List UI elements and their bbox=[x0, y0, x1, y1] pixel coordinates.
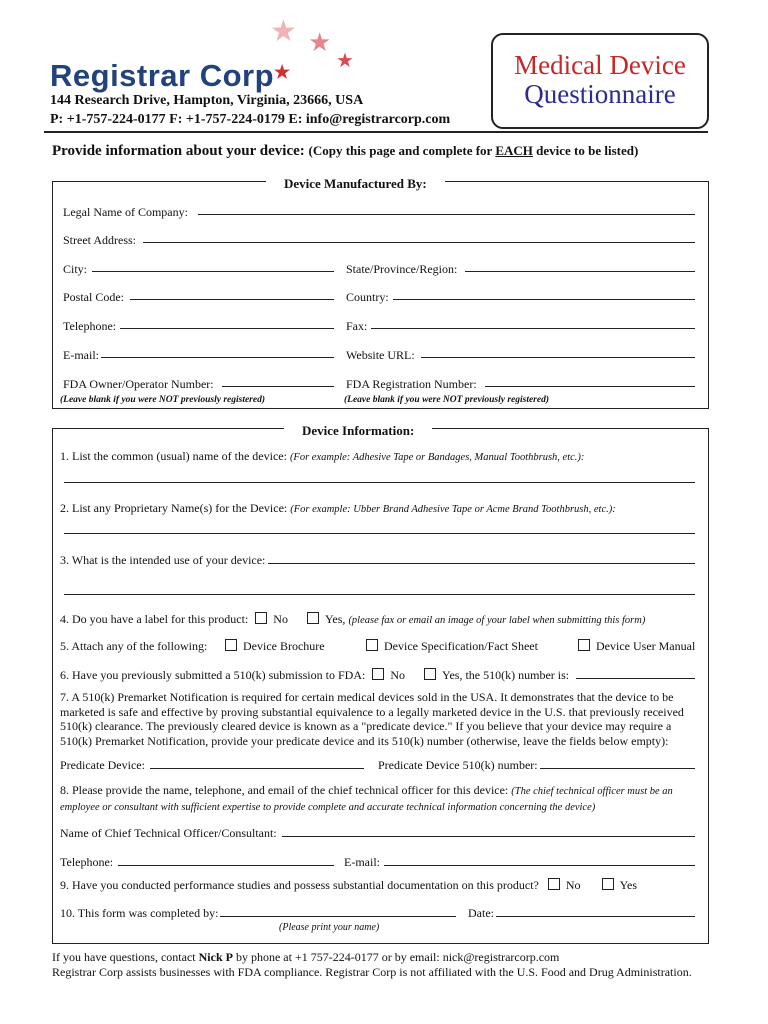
q7-text: 7. A 510(k) Premarket Notification is required for certain medical devices sold in the USA. It demonstrates that the device to be marketed is safe and effective by proving substantial equivalence to a legally marketed device in the U.S. that previously received 510(k) clearance. The previously cleared device is known as a "predicate device." If you believe that your device may require a 510(k) Premarket Notification, provide your predicate device and its 510(k) number (otherwise, leave the fields below empty): bbox=[60, 690, 684, 748]
legal-name-field[interactable] bbox=[198, 214, 695, 215]
q3-label: 3. What is the intended use of your device: bbox=[60, 553, 266, 567]
company-contact: P: +1-757-224-0177 F: +1-757-224-0179 E: info@registrarcorp.com bbox=[50, 112, 451, 127]
telephone-label: Telephone: bbox=[63, 319, 117, 333]
logo-star-icon: ★ bbox=[274, 62, 291, 82]
state-label: State/Province/Region: bbox=[346, 262, 458, 276]
country-label: Country: bbox=[346, 290, 389, 304]
q6-510k-field[interactable] bbox=[576, 678, 695, 679]
q1-text: 1. List the common (usual) name of the device: (For example: Adhesive Tape or Bandages, Manual Toothbrush, etc.): bbox=[60, 449, 585, 463]
q1-field[interactable] bbox=[64, 482, 695, 483]
q4-label: 4. Do you have a label for this product: bbox=[60, 612, 249, 626]
brochure-option[interactable]: Device Brochure bbox=[225, 639, 325, 654]
legal-name-label: Legal Name of Company: bbox=[63, 205, 188, 219]
owner-operator-field[interactable] bbox=[222, 386, 334, 387]
company-name: Registrar Corp bbox=[50, 58, 275, 93]
q9-yes-checkbox[interactable] bbox=[602, 878, 614, 890]
q8-note: (The chief technical officer must be an employee or consultant with sufficient expertise to provide complete and accurate technical information concerning the device) bbox=[60, 786, 673, 813]
cto-name-label: Name of Chief Technical Officer/Consultant: bbox=[60, 826, 277, 840]
intro-instruction: (Copy this page and complete for EACH device to be listed) bbox=[308, 143, 639, 158]
header-divider bbox=[44, 131, 708, 133]
cto-telephone-field[interactable] bbox=[118, 865, 334, 866]
company-address: 144 Research Drive, Hampton, Virginia, 23666, USA bbox=[50, 93, 364, 108]
q9-label: 9. Have you conducted performance studies and possess substantial documentation on this product? bbox=[60, 878, 539, 892]
date-label: Date: bbox=[468, 906, 494, 920]
q2-example: (For example: Ubber Brand Adhesive Tape or Acme Brand Toothbrush, etc.): bbox=[290, 504, 616, 515]
q6-label: 6. Have you previously submitted a 510(k) submission to FDA: bbox=[60, 668, 366, 682]
predicate-label: Predicate Device: bbox=[60, 758, 145, 772]
q6-row: 6. Have you previously submitted a 510(k) submission to FDA: No Yes, the 510(k) number is: bbox=[60, 668, 570, 682]
title-line2: Questionnaire bbox=[524, 79, 676, 109]
q9-no-checkbox[interactable] bbox=[548, 878, 560, 890]
intro-lead: Provide information about your device: bbox=[52, 143, 305, 159]
contact-name: Nick P bbox=[198, 950, 233, 964]
star-icon: ★ bbox=[336, 50, 354, 72]
cto-telephone-label: Telephone: bbox=[60, 855, 114, 869]
postal-label: Postal Code: bbox=[63, 290, 125, 304]
footer-disclaimer: Registrar Corp assists businesses with FDA compliance. Registrar Corp is not affiliated with the U.S. Food and Drug Administration. bbox=[52, 965, 692, 979]
q4-no-checkbox[interactable] bbox=[255, 612, 267, 624]
date-field[interactable] bbox=[496, 916, 695, 917]
q2-field[interactable] bbox=[64, 533, 695, 534]
q1-example: (For example: Adhesive Tape or Bandages, Manual Toothbrush, etc.): bbox=[289, 452, 585, 463]
q10-label: 10. This form was completed by: bbox=[60, 906, 219, 920]
star-icon: ★ bbox=[308, 28, 332, 57]
registration-note: (Leave blank if you were NOT previously registered) bbox=[344, 395, 549, 405]
cto-name-field[interactable] bbox=[282, 836, 695, 837]
city-label: City: bbox=[63, 262, 88, 276]
title-line1: Medical Device bbox=[514, 50, 686, 80]
q4-yes-checkbox[interactable] bbox=[307, 612, 319, 624]
device-legend: Device Information: bbox=[284, 423, 432, 439]
completed-by-field[interactable] bbox=[220, 916, 456, 917]
q4-row: 4. Do you have a label for this product: No Yes, (please fax or email an image of your label when submitting this form) bbox=[60, 612, 646, 626]
country-field[interactable] bbox=[393, 299, 695, 300]
predicate-510k-field[interactable] bbox=[540, 768, 695, 769]
registration-label: FDA Registration Number: bbox=[346, 377, 477, 391]
q3-field[interactable] bbox=[268, 563, 695, 564]
state-field[interactable] bbox=[465, 271, 695, 272]
city-field[interactable] bbox=[92, 271, 334, 272]
manufacturer-legend: Device Manufactured By: bbox=[266, 176, 445, 192]
footer-contact: If you have questions, contact Nick P by phone at +1 757-224-0177 or by email: nick@registrarcorp.com bbox=[52, 950, 560, 964]
star-icon: ★ bbox=[270, 15, 297, 48]
brochure-checkbox[interactable] bbox=[225, 639, 237, 651]
website-label: Website URL: bbox=[346, 348, 415, 362]
q3-field-2[interactable] bbox=[64, 594, 695, 595]
q6-no-checkbox[interactable] bbox=[372, 668, 384, 680]
postal-field[interactable] bbox=[130, 299, 334, 300]
street-label: Street Address: bbox=[63, 233, 136, 247]
street-field[interactable] bbox=[143, 242, 695, 243]
fax-field[interactable] bbox=[371, 328, 695, 329]
spec-checkbox[interactable] bbox=[366, 639, 378, 651]
predicate-field[interactable] bbox=[150, 768, 364, 769]
q9-row: 9. Have you conducted performance studies and possess substantial documentation on this product? No Yes bbox=[60, 878, 638, 892]
spec-option[interactable]: Device Specification/Fact Sheet bbox=[366, 639, 538, 654]
q5-label: 5. Attach any of the following: bbox=[60, 639, 208, 653]
manual-checkbox[interactable] bbox=[578, 639, 590, 651]
intro-text bbox=[52, 143, 638, 160]
title-box bbox=[491, 33, 709, 129]
owner-operator-note: (Leave blank if you were NOT previously registered) bbox=[60, 395, 265, 405]
q2-text: 2. List any Proprietary Name(s) for the Device: (For example: Ubber Brand Adhesive Tape or Acme Brand Toothbrush, etc.): bbox=[60, 501, 616, 515]
email-label: E-mail: bbox=[63, 348, 99, 362]
fax-label: Fax: bbox=[346, 319, 368, 333]
telephone-field[interactable] bbox=[120, 328, 334, 329]
q6-yes-checkbox[interactable] bbox=[424, 668, 436, 680]
predicate-510k-label: Predicate Device 510(k) number: bbox=[378, 758, 538, 772]
print-name-note: (Please print your name) bbox=[279, 922, 380, 933]
registration-field[interactable] bbox=[485, 386, 695, 387]
company-logo bbox=[50, 58, 291, 94]
cto-email-label: E-mail: bbox=[344, 855, 380, 869]
q8-text: 8. Please provide the name, telephone, and email of the chief technical officer for this device: (The chief technical officer must be an employee or consultant with sufficient expertise to provide complete and accurate technical information concerning the device) bbox=[60, 783, 673, 813]
owner-operator-label: FDA Owner/Operator Number: bbox=[63, 377, 214, 391]
email-field[interactable] bbox=[101, 357, 334, 358]
q4-note: (please fax or email an image of your label when submitting this form) bbox=[348, 615, 646, 626]
website-field[interactable] bbox=[421, 357, 695, 358]
cto-email-field[interactable] bbox=[384, 865, 695, 866]
manual-option[interactable]: Device User Manual bbox=[578, 639, 695, 654]
